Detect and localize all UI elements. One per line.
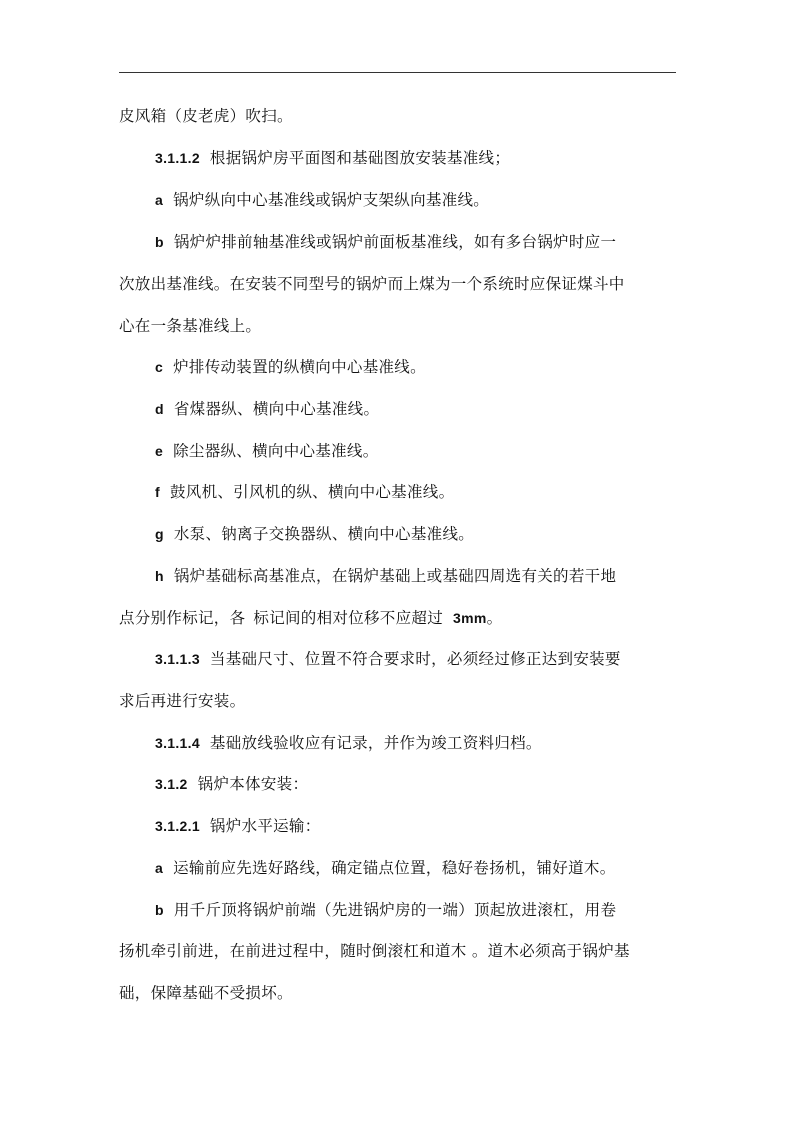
clause-heading: [155, 148, 715, 168]
line-text: 水泵、钠离子交换器纵、横向中心基准线。: [173, 525, 475, 543]
line-text: 点分别作标记，各: [119, 609, 246, 627]
list-item: [155, 524, 715, 544]
list-item: [155, 357, 715, 377]
paragraph-line: [119, 274, 679, 294]
line-text: 锅炉基础标高基准点，在锅炉基础上或基础四周选有关的若干地: [173, 567, 617, 585]
item-letter: a: [155, 860, 164, 876]
clause-number: 3.1.1.2: [155, 150, 200, 166]
line-text: 础，保障基础不受损坏。: [119, 984, 293, 1002]
paragraph-line: [119, 608, 679, 628]
paragraph-line: [119, 316, 679, 336]
clause-heading: [155, 816, 715, 836]
line-text: 省煤器纵、横向中心基准线。: [173, 400, 380, 418]
list-item: [155, 900, 715, 920]
list-item: [155, 190, 715, 210]
paragraph-line: [119, 691, 679, 711]
line-text: 锅炉水平运输：: [209, 817, 321, 835]
line-text: 心在一条基准线上。: [119, 317, 262, 335]
item-letter: b: [155, 902, 164, 918]
line-text: 标记间的相对位移不应超过: [253, 609, 444, 627]
line-text: 根据锅炉房平面图和基础图放安装基准线；: [209, 149, 511, 167]
list-item: [155, 858, 715, 878]
list-item: [155, 482, 715, 502]
item-letter: h: [155, 568, 164, 584]
section-heading: [155, 774, 715, 794]
line-text: 求后再进行安装。: [119, 692, 246, 710]
line-text: 皮风箱（皮老虎）吹扫。: [119, 107, 293, 125]
section-number: 3.1.2: [155, 776, 188, 792]
paragraph-line: [119, 106, 679, 126]
clause-heading: [155, 733, 715, 753]
line-text: 当基础尺寸、位置不符合要求时，必须经过修正达到安装要: [209, 650, 621, 668]
list-item: [155, 441, 715, 461]
item-letter: g: [155, 526, 164, 542]
line-text: 用千斤顶将锅炉前端（先进锅炉房的一端）顶起放进滚杠，用卷: [173, 901, 617, 919]
line-text: 运输前应先选好路线，确定锚点位置，稳好卷扬机，铺好道木。: [173, 859, 616, 877]
line-text: 除尘器纵、横向中心基准线。: [173, 442, 379, 460]
paragraph-line: [119, 983, 679, 1003]
clause-number: 3.1.2.1: [155, 818, 200, 834]
clause-number: 3.1.1.3: [155, 651, 200, 667]
line-text: 。: [486, 609, 503, 627]
line-text: 鼓风机、引风机的纵、横向中心基准线。: [169, 483, 455, 501]
item-letter: f: [155, 484, 160, 500]
item-letter: b: [155, 234, 164, 250]
list-item: [155, 566, 715, 586]
list-item: [155, 232, 715, 252]
list-item: [155, 399, 715, 419]
paragraph-line: [119, 941, 679, 961]
header-rule: [119, 72, 676, 73]
line-text: 锅炉纵向中心基准线或锅炉支架纵向基准线。: [173, 191, 490, 209]
item-letter: d: [155, 401, 164, 417]
clause-heading: [155, 649, 715, 669]
line-text: 次放出基准线。在安装不同型号的锅炉而上煤为一个系统时应保证煤斗中: [119, 275, 625, 293]
line-text: 扬机牵引前进，在前进过程中，随时倒滚杠和道木 。道木必须高于锅炉基: [119, 942, 630, 960]
line-text: 炉排传动装置的纵横向中心基准线。: [173, 358, 426, 376]
clause-number: 3.1.1.4: [155, 735, 200, 751]
item-letter: e: [155, 443, 164, 459]
line-text: 锅炉炉排前轴基准线或锅炉前面板基准线，如有多台锅炉时应一: [173, 233, 617, 251]
line-text: 锅炉本体安装：: [197, 775, 309, 793]
displacement-value: 3mm: [453, 610, 487, 626]
item-letter: c: [155, 359, 164, 375]
line-text: 基础放线验收应有记录，并作为竣工资料归档。: [209, 734, 542, 752]
item-letter: a: [155, 192, 164, 208]
